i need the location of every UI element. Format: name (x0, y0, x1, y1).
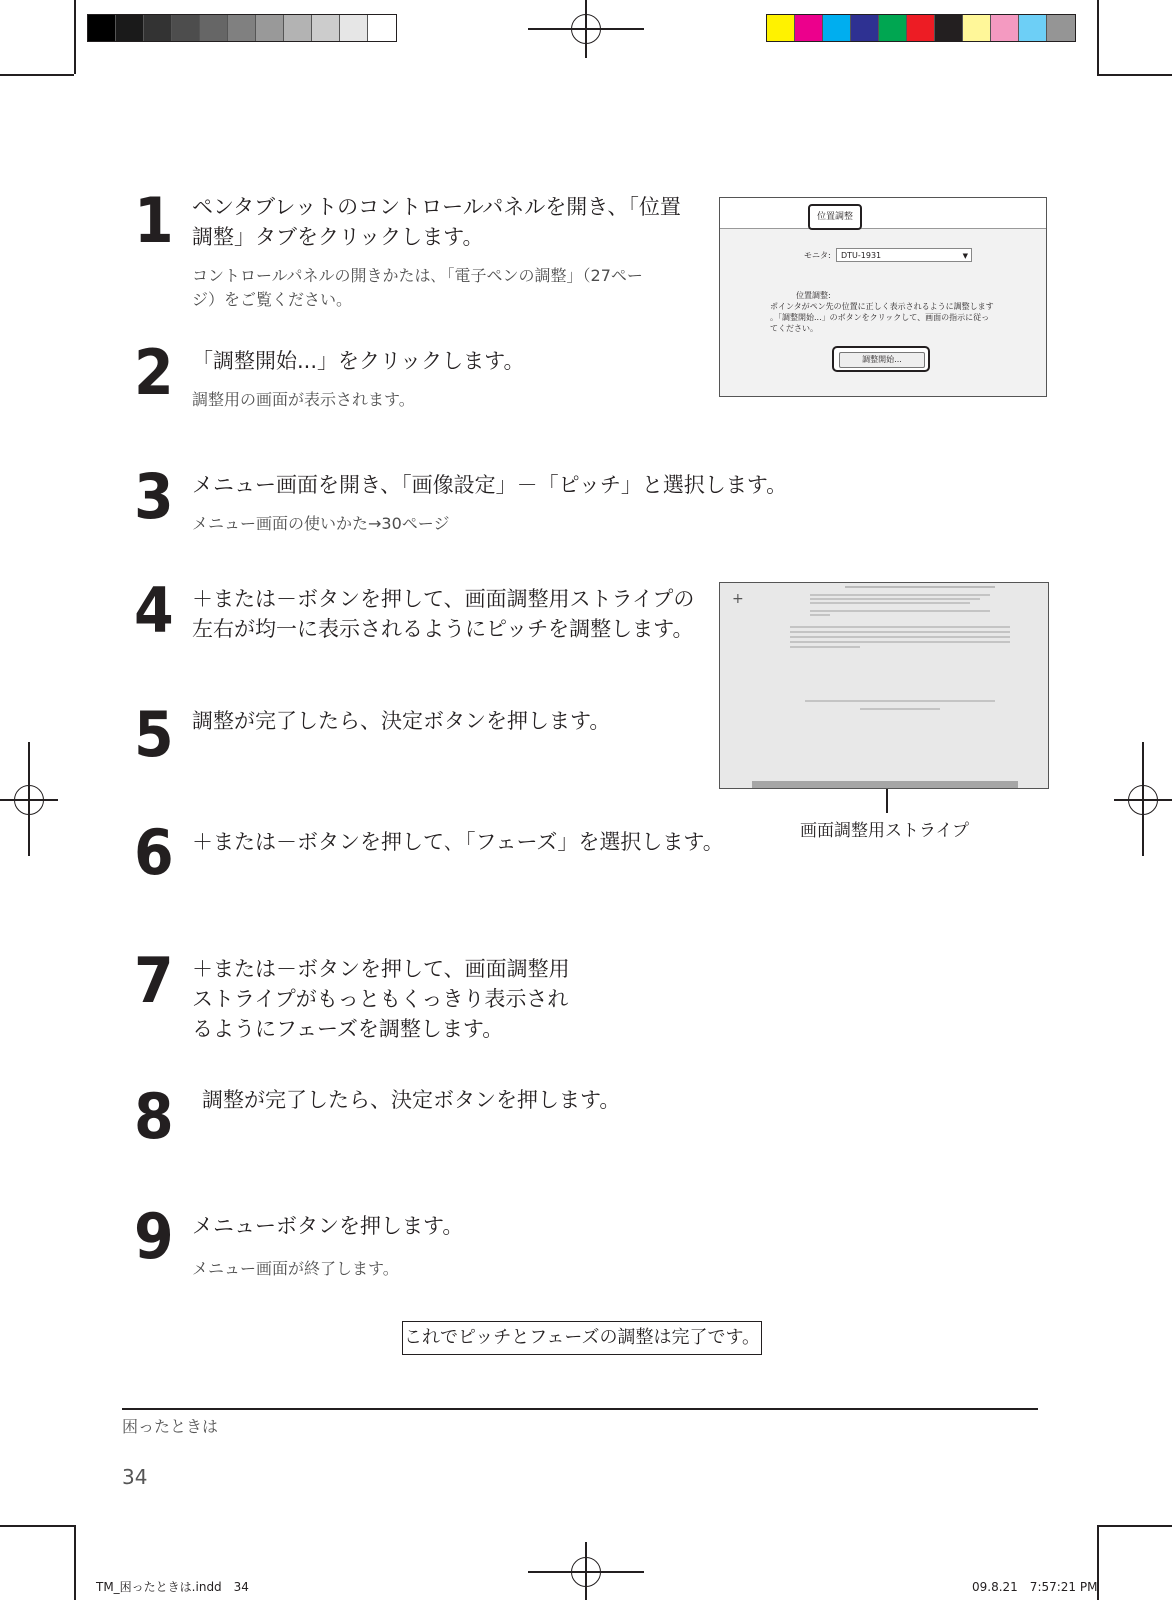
step-instruction: 「調整開始...」をクリックします。 (192, 349, 525, 373)
gray-swatch (256, 15, 284, 41)
step-instruction: 調整が完了したら、決定ボタンを押します。 (202, 1088, 621, 1112)
step-number: 3 (134, 460, 174, 533)
completion-note: これでピッチとフェーズの調整は完了です。 (402, 1321, 762, 1355)
step-instruction: メニュー画面を開き、「画像設定」－「ピッチ」と選択します。 (192, 473, 788, 497)
gray-swatch (368, 15, 396, 41)
step-instruction: 調整が完了したら、決定ボタンを押します。 (192, 709, 611, 733)
gray-swatch (228, 15, 256, 41)
crosshair-icon: + (732, 591, 744, 607)
gray-swatch (116, 15, 144, 41)
color-swatch (879, 15, 907, 41)
monitor-label: モニタ: (804, 251, 831, 260)
start-adjust-button-frame (832, 346, 930, 372)
step-note: 調整用の画面が表示されます。 (192, 390, 415, 409)
process-color-bar (766, 14, 1076, 42)
gray-swatch (340, 15, 368, 41)
section-title: 困ったときは (122, 1417, 219, 1436)
step-number: 7 (134, 944, 174, 1017)
color-swatch (1019, 15, 1047, 41)
print-timestamp: 09.8.21 7:57:21 PM (972, 1580, 1098, 1594)
step-number: 9 (134, 1200, 174, 1273)
color-swatch (907, 15, 935, 41)
color-swatch (851, 15, 879, 41)
step-number: 1 (134, 184, 174, 257)
step-instruction: ＋または－ボタンを押して、画面調整用 ストライプがもっともくっきり表示され るようにフェーズを調整します。 (192, 957, 570, 1041)
dropdown-arrow-icon: ▼ (962, 252, 968, 260)
position-tab: 位置調整 (808, 204, 862, 230)
panel-instructions: ポインタがペン先の位置に正しく表示されるように調整します 。「調整開始...」のボタンをクリックして、画面の指示に従っ てください。 (770, 302, 994, 333)
step-number: 8 (134, 1080, 174, 1153)
step-instruction: ＋または－ボタンを押して、画面調整用ストライプの 左右が均一に表示されるようにピッチを調整します。 (192, 587, 695, 641)
stripe-caption: 画面調整用ストライプ (800, 821, 969, 841)
gray-swatch (200, 15, 228, 41)
gray-swatch (312, 15, 340, 41)
panel-heading: 位置調整: (796, 291, 831, 300)
control-panel-screenshot (719, 197, 1047, 397)
gray-color-bar (87, 14, 397, 42)
start-adjust-button: 調整開始... (839, 352, 925, 368)
step-note: メニュー画面が終了します。 (192, 1259, 399, 1278)
gray-swatch (88, 15, 116, 41)
step-instruction: ＋または－ボタンを押して､「フェーズ」を選択します。 (192, 830, 724, 854)
step-instruction: メニューボタンを押します。 (192, 1214, 464, 1238)
fine-print-text (800, 583, 1040, 710)
color-swatch (1047, 15, 1075, 41)
file-slug: TM_困ったときは.indd 34 (96, 1580, 249, 1594)
color-swatch (991, 15, 1019, 41)
color-swatch (767, 15, 795, 41)
caption-leader-line (886, 789, 888, 813)
color-swatch (823, 15, 851, 41)
gray-swatch (172, 15, 200, 41)
step-note: コントロールパネルの開きかたは､「電子ペンの調整」（27ペー ジ）をご覧ください。 (192, 266, 643, 309)
step-note: メニュー画面の使いかた→30ページ (192, 514, 450, 533)
color-swatch (963, 15, 991, 41)
step-number: 4 (134, 574, 174, 647)
step-instruction: ペンタブレットのコントロールパネルを開き、「位置 調整」タブをクリックします。 (192, 195, 681, 249)
color-swatch (795, 15, 823, 41)
step-number: 6 (134, 816, 174, 889)
monitor-value: DTU-1931 (841, 251, 882, 260)
footer-rule (122, 1408, 1038, 1410)
gray-swatch (284, 15, 312, 41)
monitor-select (836, 248, 972, 262)
gray-swatch (144, 15, 172, 41)
page-number: 34 (122, 1465, 148, 1489)
color-swatch (935, 15, 963, 41)
step-number: 5 (134, 698, 174, 771)
adjustment-stripe (752, 781, 1018, 788)
step-number: 2 (134, 336, 174, 409)
calibration-screen-screenshot (719, 582, 1049, 789)
